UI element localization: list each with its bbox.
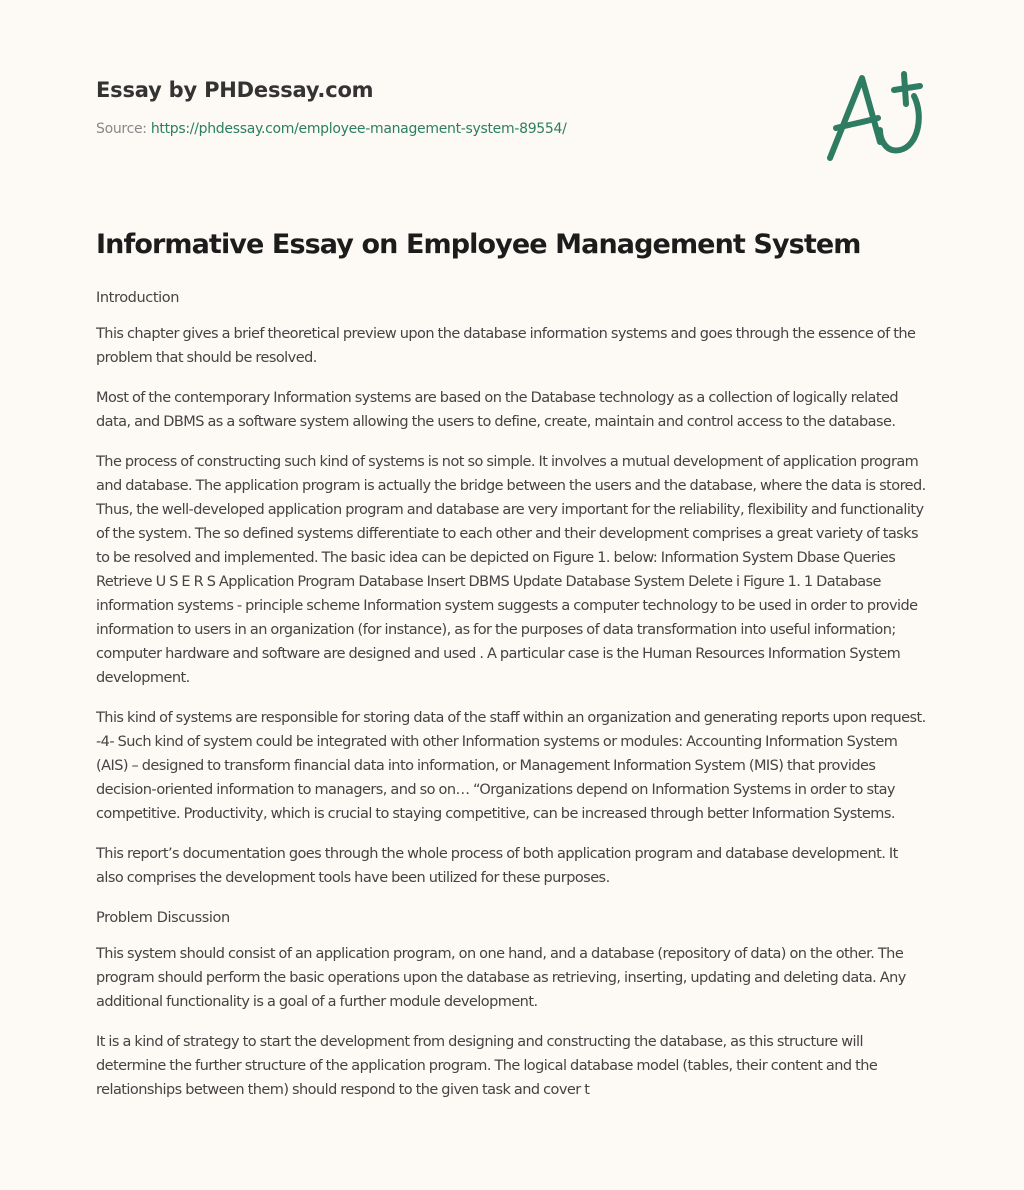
paragraph: Most of the contemporary Information systems are based on the Database technology as a collection of logically related data, and DBMS as a software system allowing the users to define, create, maintain and control access to the database. [96, 390, 899, 430]
source-label: Source: [96, 121, 151, 137]
section-heading-introduction: Introduction [96, 290, 180, 306]
paragraph: This chapter gives a brief theoretical preview upon the database information systems and goes through the essence of the problem that should be resolved. [96, 326, 916, 366]
essay-content [96, 226, 928, 1118]
paragraph: The process of constructing such kind of systems is not so simple. It involves a mutual development of application program and database. The application program is actually the bridge between the users and the database, where the data is stored. Thus, the well-developed application program and database are very important for the reliability, flexibility and functionality of the system. The so defined systems differentiate to each other and their development comprises a great variety of tasks to be resolved and implemented. The basic idea can be depicted on Figure 1. below: Information System Dbase Queries Retrieve U S E R S Application Program Database Insert DBMS Update Database System Delete i Figure 1. 1 Database information systems - principle scheme Information system suggests a computer technology to be used in order to provide information to users in an organization (for instance), as for the purposes of data transformation into useful information; computer hardware and software are designed and used . A particular case is the Human Resources Information System development. [96, 454, 926, 686]
paragraph: It is a kind of strategy to start the development from designing and constructing the database, as this structure will determine the further structure of the application program. The logical database model (tables, their content and the relationships between them) should respond to the given task and cover t [96, 1034, 878, 1098]
paragraph: This system should consist of an application program, on one hand, and a database (repository of data) on the other. The program should perform the basic operations upon the database as retrieving, inserting, updating and deleting data. Any additional functionality is a goal of a further module development. [96, 946, 906, 1010]
source-line [96, 119, 796, 139]
section-heading-problem-discussion: Problem Discussion [96, 910, 230, 926]
site-header [96, 76, 796, 139]
a-plus-grade-icon [822, 66, 930, 166]
site-title: Essay by PHDessay.com [96, 78, 374, 102]
paragraph: This report’s documentation goes through the whole process of both application program and database development. It also comprises the development tools have been utilized for these purposes. [96, 846, 898, 886]
paragraph: This kind of systems are responsible for storing data of the staff within an organization and generating reports upon request. -4- Such kind of system could be integrated with other Information systems or modules: Accounting Information System (AIS) – designed to transform financial data into information, or Management Information System (MIS) that provides decision-oriented information to managers, and so on… “Organizations depend on Information Systems in order to stay competitive. Productivity, which is crucial to staying competitive, can be increased through better Information Systems. [96, 710, 926, 822]
source-link[interactable]: https://phdessay.com/employee-management-system-89554/ [150, 121, 567, 137]
page-title: Informative Essay on Employee Management System [96, 229, 861, 260]
